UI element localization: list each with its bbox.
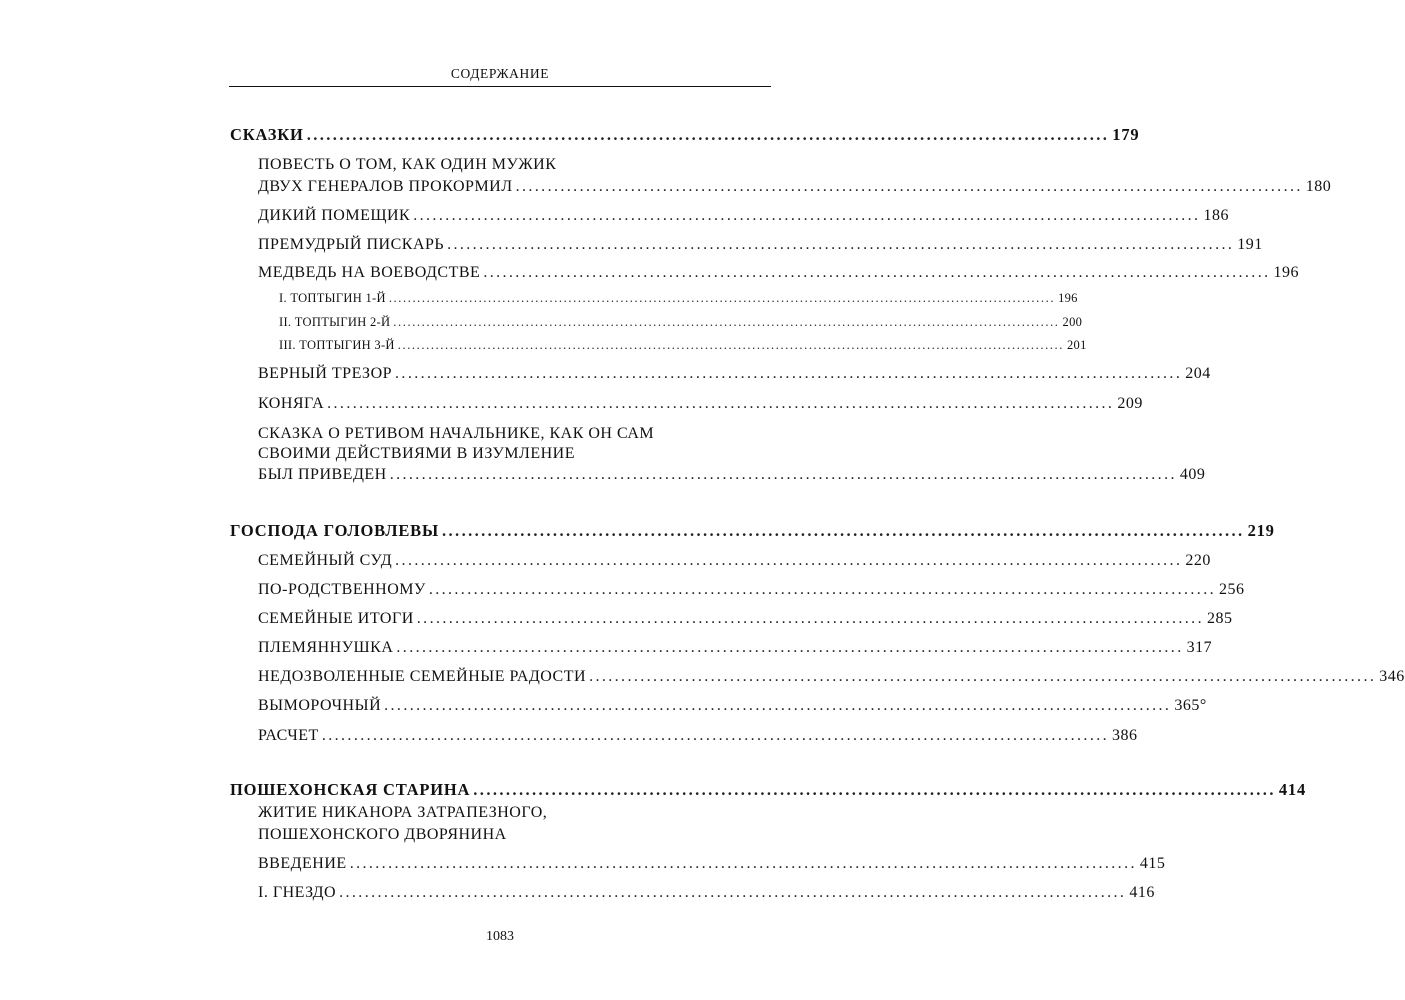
toc-entry[interactable] [258,466,1206,483]
toc-subentry[interactable] [279,315,1083,329]
toc-title: ВЫМОРОЧНЫЙ [258,697,382,714]
page-number: 1083 [486,929,514,944]
toc-page-number: 365° [1174,697,1207,714]
leader-dots: ........................................................................................................................... [395,365,1183,382]
toc-title: ДВУХ ГЕНЕРАЛОВ ПРОКОРМИЛ [258,178,513,195]
toc-subtitle-line: ПОШЕХОНСКОГО ДВОРЯНИНА [258,826,507,843]
leader-dots: ........................................................................................................................... [327,395,1115,412]
toc-title: II. ТОПТЫГИН 2-Й [279,315,391,329]
running-head: СОДЕРЖАНИЕ [450,66,550,81]
toc-page-number: 346 [1379,668,1405,685]
toc-page-number: 414 [1278,780,1306,799]
toc-page-number: 179 [1112,125,1140,144]
leader-dots: ............................................................................................................................................. [388,291,1056,305]
toc-title: НЕДОЗВОЛЕННЫЕ СЕМЕЙНЫЕ РАДОСТИ [258,668,587,685]
leader-dots: ........................................................................................................................... [413,207,1201,224]
leader-dots: ........................................................................................................................... [389,466,1177,483]
toc-title: БЫЛ ПРИВЕДЕН [258,466,387,483]
leader-dots: ........................................................................................................................... [306,125,1110,144]
leader-dots: ........................................................................................................................... [384,697,1172,714]
toc-part-golovlevy[interactable] [230,521,1275,540]
leader-dots: ........................................................................................................................... [447,236,1235,253]
toc-entry[interactable] [258,264,1300,281]
toc-page-number: 285 [1206,610,1233,627]
toc-entry[interactable] [258,395,1143,412]
leader-dots: ........................................................................................................................... [589,668,1377,685]
toc-entry[interactable] [258,552,1211,569]
toc-page-number: 256 [1219,581,1245,598]
leader-dots: ............................................................................................................................................. [393,315,1060,329]
leader-dots: ........................................................................................................................... [428,581,1217,598]
toc-entry[interactable] [258,639,1213,656]
toc-title: I. ГНЕЗДО [258,884,337,901]
leader-dots: ........................................................................................................................... [473,780,1276,799]
toc-title-line: СВОИМИ ДЕЙСТВИЯМИ В ИЗУМЛЕНИЕ [258,445,576,462]
toc-title: ПО-РОДСТВЕННОМУ [258,581,426,598]
leader-dots: ........................................................................................................................... [442,521,1245,540]
toc-title: III. ТОПТЫГИН 3-Й [279,338,395,352]
toc-subentry[interactable] [279,291,1078,305]
toc-title: ПЛЕМЯННУШКА [258,639,394,656]
toc-subentry[interactable] [279,338,1087,352]
header-rule [229,86,771,87]
toc-entry[interactable] [258,727,1138,744]
toc-page-number: 317 [1186,639,1213,656]
toc-entry[interactable] [258,610,1233,627]
toc-title: МЕДВЕДЬ НА ВОЕВОДСТВЕ [258,264,481,281]
toc-title: ГОСПОДА ГОЛОВЛЕВЫ [230,521,439,540]
toc-title: СЕМЕЙНЫЕ ИТОГИ [258,610,414,627]
toc-page-number: 196 [1273,264,1300,281]
toc-page-number: 219 [1247,521,1275,540]
toc-title: СКАЗКИ [230,125,304,144]
toc-title: I. ТОПТЫГИН 1-Й [279,291,386,305]
toc-entry[interactable] [258,207,1229,224]
toc-title-line: ПОВЕСТЬ О ТОМ, КАК ОДИН МУЖИК [258,156,557,173]
toc-title: РАСЧЕТ [258,727,319,744]
toc-page-number: 191 [1237,236,1263,253]
toc-title: ВЕРНЫЙ ТРЕЗОР [258,365,393,382]
toc-entry[interactable] [258,697,1207,714]
toc-subtitle-line: ЖИТИЕ НИКАНОРА ЗАТРАПЕЗНОГО, [258,804,548,821]
toc-page-number: 196 [1058,291,1078,305]
toc-page-number: 220 [1185,552,1211,569]
toc-title-line: СКАЗКА О РЕТИВОМ НАЧАЛЬНИКЕ, КАК ОН САМ [258,425,655,442]
toc-title: ПОШЕХОНСКАЯ СТАРИНА [230,780,471,799]
leader-dots: ........................................................................................................................... [396,639,1184,656]
toc-title: ВВЕДЕНИЕ [258,855,347,872]
toc-entry[interactable] [258,178,1332,195]
toc-entry[interactable] [258,236,1263,253]
toc-title: ДИКИЙ ПОМЕЩИК [258,207,411,224]
toc-page-number: 204 [1185,365,1211,382]
leader-dots: ........................................................................................................................... [339,884,1127,901]
toc-page-number: 180 [1305,178,1332,195]
toc-page-number: 200 [1062,315,1083,329]
toc-page-number: 386 [1112,727,1138,744]
toc-page-number: 416 [1129,884,1155,901]
toc-title: СЕМЕЙНЫЙ СУД [258,552,393,569]
leader-dots: ........................................................................................................................... [349,855,1137,872]
toc-part-skazki[interactable] [230,125,1140,144]
toc-title: ПРЕМУДРЫЙ ПИСКАРЬ [258,236,445,253]
leader-dots: ........................................................................................................................... [321,727,1110,744]
toc-page-number: 186 [1203,207,1229,224]
leader-dots: ............................................................................................................................................. [397,338,1064,352]
toc-entry[interactable] [258,365,1211,382]
leader-dots: ........................................................................................................................... [395,552,1183,569]
leader-dots: ........................................................................................................................... [483,264,1271,281]
toc-entry[interactable] [258,855,1166,872]
toc-title: КОНЯГА [258,395,325,412]
leader-dots: ........................................................................................................................... [515,178,1303,195]
leader-dots: ........................................................................................................................... [416,610,1204,627]
toc-page-number: 415 [1139,855,1166,872]
toc-part-poshekhonskaya[interactable] [230,780,1306,799]
toc-entry[interactable] [258,884,1155,901]
toc-entry[interactable] [258,581,1245,598]
toc-page-number: 209 [1117,395,1143,412]
toc-entry[interactable] [258,668,1405,685]
toc-page-number: 201 [1066,338,1087,352]
toc-page-number: 409 [1179,466,1206,483]
